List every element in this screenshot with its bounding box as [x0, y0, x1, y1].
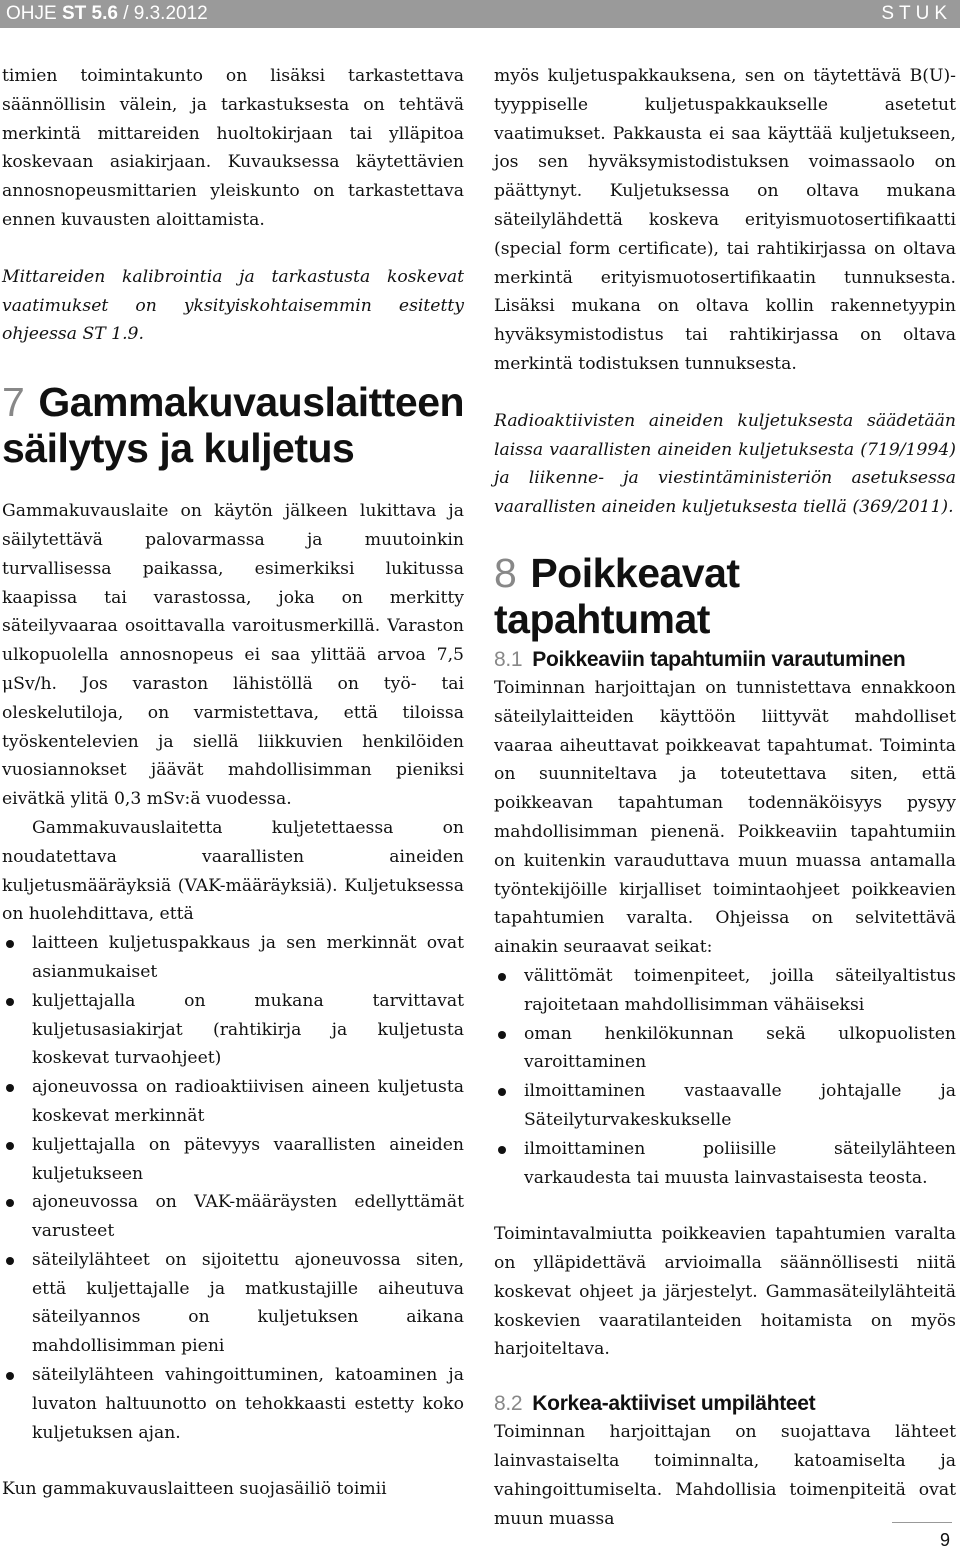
- paragraph: Toiminnan harjoittajan on tunnistettava ennakkoon säteilylaitteiden käyttöön liittyvät mahdolliset vaaraa aiheuttavat poikkeavat tapahtumat. Toiminta on suunniteltava ja toteutettava siten, että poikkeavan tapahtuman todennäköisyys pysyy mahdollisimman pienenä. Poikkeaviin tapahtumiin on kuitenkin varauduttava muun muassa antamalla työntekijöille kirjalliset toimintaohjeet poikkeavien tapahtumien varalta. Ohjeissa on selvitettävä ainakin seuraavat seikat:: [494, 677, 956, 958]
- paragraph: Toimintavalmiutta poikkeavien tapahtumien varalta on ylläpidettävä arvioimalla säännöllisesti niitä koskevat ohjeet ja järjestelyt. Gammasäteilylähteitä koskevien vaaratilanteiden hoitamista on myös harjoiteltava.: [494, 1224, 956, 1360]
- bullet-list: [494, 962, 956, 1192]
- paragraph: Toiminnan harjoittajan on suojattava lähteet lainvastaiselta toiminnalta, katoamiselta ja vahingoittumiselta. Mahdollisia toimenpiteitä ovat muun muassa: [494, 1422, 956, 1529]
- list-item: säteilylähteet on sijoitettu ajoneuvossa siten, että kuljettajalle ja matkustajille aiheutuva säteilyannos on kuljetuksen aikana mahdollisimman pieni: [2, 1246, 464, 1361]
- header-org: STUK: [881, 3, 952, 24]
- paragraph: myös kuljetuspakkauksena, sen on täytettävä B(U)-tyyppiselle kuljetuspakkaukselle asetetut vaatimukset. Pakkausta ei saa käyttää kuljetukseen, jos sen hyväksymistodistuksen voimassaolo on päättynyt. Kuljetuksessa on oltava mukana säteilylähdettä koskeva erityismuotosertifikaatti (special form certificate), tai rahtikirjassa on oltava merkintä erityismuotosertifikaatin tunnuksesta. Lisäksi mukana on oltava kollin rakennetyypin hyväksymistodistus tai rahtikirjassa on oltava merkintä todistuksen tunnuksesta.: [494, 66, 956, 374]
- legal-note: Radioaktiivisten aineiden kuljetuksesta säädetään laissa vaarallisten aineiden kuljetuksesta (719/1994) ja liikenne- ja viestintäministeriön asetuksessa vaarallisten aineiden kuljetuksesta tiellä (369/2011).: [494, 410, 956, 518]
- left-column: [2, 62, 464, 1504]
- right-column: [494, 62, 956, 1533]
- list-item: välittömät toimenpiteet, joilla säteilyaltistus rajoitetaan mahdollisimman vähäiseksi: [494, 962, 956, 1020]
- section-8-heading: 8 Poikkeavat tapahtumat: [494, 549, 740, 642]
- paragraph: timien toimintakunto on lisäksi tarkastettava säännöllisin välein, ja tarkastuksesta on tehtävä merkintä mittareiden huoltokirjaan tai ylläpitoa koskevaan asiakirjaan. Kuvauksessa käytettävien annosnopeusmittarien yleiskunto on tarkastettava ennen kuvausten aloittamista.: [2, 66, 464, 230]
- paragraph: Gammakuvauslaitetta kuljetettaessa on noudatettava vaarallisten aineiden kuljetusmääräyksiä (VAK-määräyksiä). Kuljetuksessa on huolehdittava, että: [2, 817, 464, 925]
- section-8-1-heading: 8.1 Poikkeaviin tapahtumiin varautuminen: [494, 647, 906, 671]
- page-header: [0, 0, 960, 28]
- list-item: säteilylähteen vahingoittuminen, katoaminen ja luvaton haltuunotto on tehokkaasti estetty koko kuljetuksen ajan.: [2, 1361, 464, 1447]
- list-item: ajoneuvossa on VAK-määräysten edellyttämät varusteet: [2, 1188, 464, 1246]
- section-7-heading: 7 Gammakuvauslaitteen säilytys ja kuljetus: [2, 379, 465, 472]
- header-doc-id: OHJE ST 5.6 / 9.3.2012: [6, 3, 208, 24]
- footer-rule: [892, 1522, 952, 1523]
- paragraph: Gammakuvauslaite on käytön jälkeen lukittava ja säilytettävä palovarmassa ja muutoinkin turvallisessa paikassa, esimerkiksi lukitussa kaapissa tai varastossa, joka on merkitty säteilyvaaraa osoittavalla varoitusmerkillä. Varaston ulkopuolella annosnopeus ei saa ylittää arvoa 7,5 μSv/h. Jos varaston lähistöllä on työ- tai oleskelutiloja, on varmistettava, että tiloissa työskentelevien ja siellä liikkuvien henkilöiden vuosiannokset jäävät mahdollisimman pieniksi eivätkä ylitä 0,3 mSv:ä vuodessa.: [2, 501, 464, 810]
- list-item: ilmoittaminen poliisille säteilylähteen varkaudesta tai muusta lainvastaisesta teosta.: [494, 1135, 956, 1193]
- list-item: oman henkilökunnan sekä ulkopuolisten varoittaminen: [494, 1020, 956, 1078]
- list-item: kuljettajalla on mukana tarvittavat kuljetusasiakirjat (rahtikirja ja kuljetusta koskevat turvaohjeet): [2, 987, 464, 1073]
- list-item: ajoneuvossa on radioaktiivisen aineen kuljetusta koskevat merkinnät: [2, 1073, 464, 1131]
- section-8-2-heading: 8.2 Korkea-aktiiviset umpilähteet: [494, 1392, 816, 1416]
- list-item: ilmoittaminen vastaavalle johtajalle ja Säteilyturvakeskukselle: [494, 1077, 956, 1135]
- bullet-list: [2, 929, 464, 1447]
- list-item: laitteen kuljetuspakkaus ja sen merkinnät ovat asianmukaiset: [2, 929, 464, 987]
- paragraph: Kun gammakuvauslaitteen suojasäiliö toimii: [2, 1479, 387, 1500]
- page-number: 9: [939, 1530, 950, 1550]
- reference-note: Mittareiden kalibrointia ja tarkastusta koskevat vaatimukset on yksityiskohtaisemmin esitetty ohjeessa ST 1.9.: [2, 266, 464, 345]
- list-item: kuljettajalla on pätevyys vaarallisten aineiden kuljetukseen: [2, 1131, 464, 1189]
